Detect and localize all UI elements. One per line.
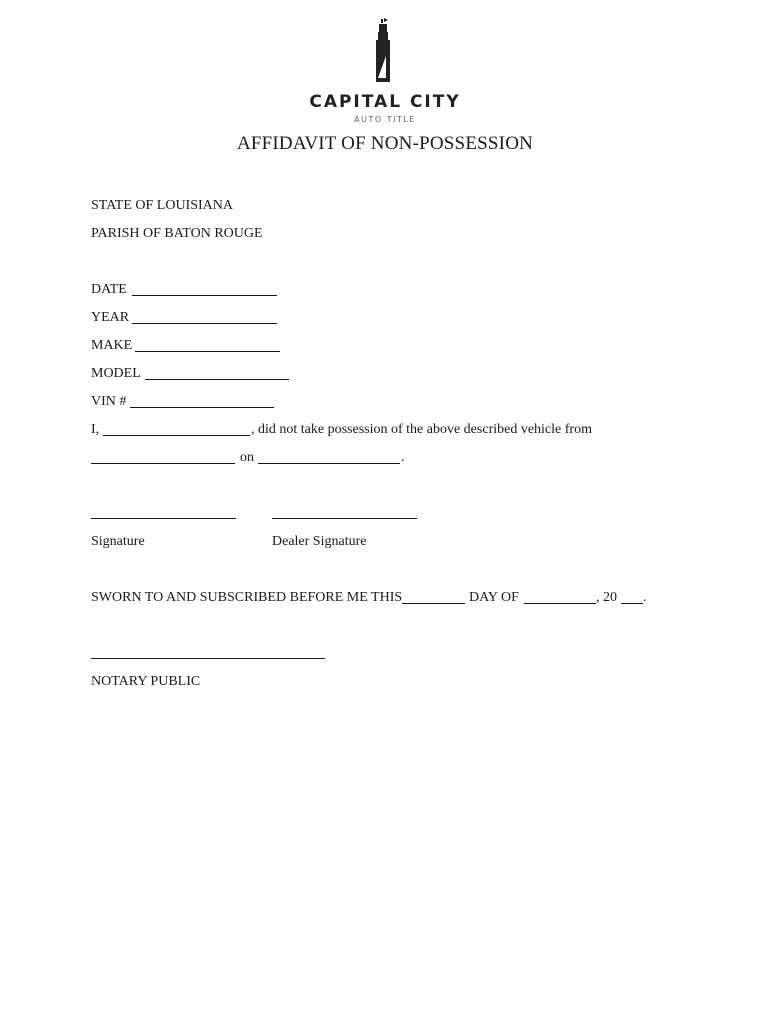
statement-text: , did not take possession of the above described vehicle from: [251, 422, 592, 437]
name-blank-line[interactable]: [103, 435, 250, 436]
document-title: AFFIDAVIT OF NON-POSSESSION: [236, 133, 534, 154]
company-logo-subtitle: AUTO TITLE: [354, 115, 416, 124]
company-logo-name: CAPITAL CITY: [309, 92, 461, 112]
signature-line[interactable]: [91, 518, 236, 519]
day-blank-line[interactable]: [402, 603, 465, 604]
make-label: MAKE: [91, 338, 133, 353]
statement-prefix: I,: [91, 422, 100, 437]
model-blank-line[interactable]: [145, 379, 289, 380]
model-label: MODEL: [91, 366, 141, 381]
day-of-text: DAY OF: [469, 590, 519, 605]
year-label: YEAR: [91, 310, 130, 325]
capital-building-logo-icon: [364, 16, 404, 84]
date-blank-line[interactable]: [132, 295, 277, 296]
dealer-signature-line[interactable]: [272, 518, 417, 519]
sworn-end: .: [643, 590, 647, 605]
sworn-text: SWORN TO AND SUBSCRIBED BEFORE ME THIS: [91, 590, 403, 605]
parish-label: PARISH OF BATON ROUGE: [91, 226, 263, 241]
make-blank-line[interactable]: [135, 351, 280, 352]
signature-label: Signature: [91, 534, 145, 549]
statement-on: on: [240, 450, 254, 465]
statement-end: .: [401, 450, 405, 465]
date-label: DATE: [91, 282, 127, 297]
state-label: STATE OF LOUISIANA: [91, 198, 233, 213]
notary-public-label: NOTARY PUBLIC: [91, 674, 201, 689]
vin-label: VIN #: [91, 394, 127, 409]
vin-blank-line[interactable]: [130, 407, 274, 408]
dealer-signature-label: Dealer Signature: [272, 534, 367, 549]
notary-signature-line[interactable]: [91, 658, 325, 659]
year-suffix-blank-line[interactable]: [621, 603, 643, 604]
year-prefix-text: , 20: [596, 590, 617, 605]
on-date-blank-line[interactable]: [258, 463, 400, 464]
from-blank-line[interactable]: [91, 463, 235, 464]
month-blank-line[interactable]: [524, 603, 596, 604]
year-blank-line[interactable]: [132, 323, 277, 324]
